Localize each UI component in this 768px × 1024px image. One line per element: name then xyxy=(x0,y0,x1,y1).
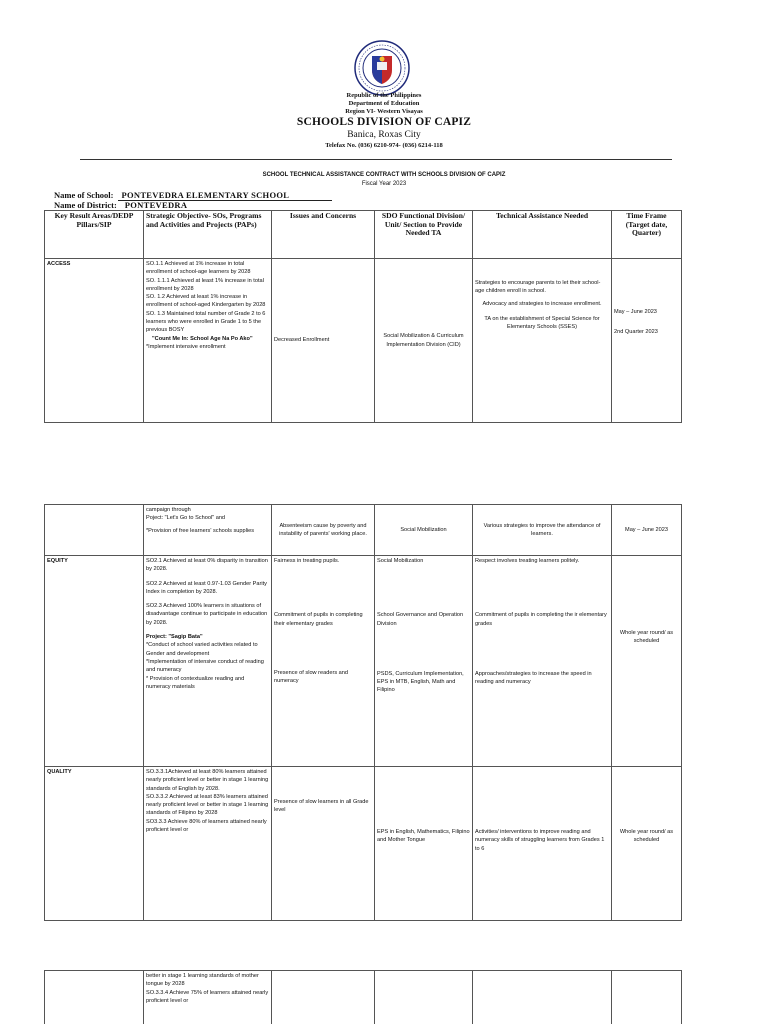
access-sdo: Social Mobilization & Curriculum Implementation Division (CID) xyxy=(375,259,473,423)
access-time: May – June 2023 2nd Quarter 2023 xyxy=(612,259,682,423)
access-cont-issue: Absenteeism cause by poverty and instability of parents' working place. xyxy=(272,505,375,556)
school-label: Name of School: xyxy=(54,190,114,200)
deped-seal-icon xyxy=(354,40,410,96)
access-issue: Decreased Enrollment xyxy=(272,259,375,423)
quality-time: Whole year round/ as scheduled xyxy=(612,767,682,921)
address-line: Banica, Roxas City xyxy=(347,130,421,140)
equity-sdo: Social Mobilization School Governance and Operation Division PSDS, Curriculum Implementation, EPS in MTB, English, Math and Filipino xyxy=(375,556,473,767)
quality-cont-issue xyxy=(272,971,375,1024)
table-row xyxy=(45,767,682,921)
document-title: SCHOOL TECHNICAL ASSISTANCE CONTRACT WITH SCHOOLS DIVISION OF CAPIZ xyxy=(262,172,506,178)
table-row xyxy=(45,505,682,556)
access-objectives: SO.1.1 Achieved at 1% increase in total enrollment of school-age learners by 2028 SO. 1.1.1 Achieved at least 1% increase in total enrollment by 2028 SO. 1.2 Achieved at least 1% increase in enrollment of school-aged Kindergarten by 2028 SO. 1.3 Maintained total number of Grade 2 to 6 learners who were enrolled in Grade 1 to 5 the previous BOSY "Count Me In: School Age Na Po Ako" *Implement intensive enrollment xyxy=(144,259,272,423)
ta-table-page-1 xyxy=(44,210,682,423)
area-equity: EQUITY xyxy=(45,556,144,767)
equity-objectives: SO2.1 Achieved at least 0% disparity in transition by 2028. SO2.2 Achieved at least 0.97-1.03 Gender Parity Index in completion by 2028. SO2.3 Achieved 100% learners in situations of disadvantage continue to participate in education by 2028. Project: "Sagip Bata" *Conduct of school varied activities related to Gender and development *Implementation of intensive conduct of reading and numeracy * Provision of contextualize reading and numeracy materials xyxy=(144,556,272,767)
table-row xyxy=(45,556,682,767)
header-divider xyxy=(80,159,672,160)
republic-line: Republic of the Philippines xyxy=(346,92,422,99)
ta-table-page-2 xyxy=(44,504,682,921)
area-quality: QUALITY xyxy=(45,767,144,921)
access-cont-objectives: campaign through Poject: "Let's Go to School" and *Provision of free learners' schools supplies xyxy=(144,505,272,556)
header-strategic-objective: Strategic Objective- SOs, Programs and Activities and Projects (PAPs) xyxy=(144,211,272,259)
fiscal-year: Fiscal Year 2023 xyxy=(361,181,407,187)
quality-issue: Presence of slow learners in all Grade level xyxy=(272,767,375,921)
quality-cont-objectives: better in stage 1 learning standards of mother tongue by 2028 SO.3.3.4 Achieve 75% of learners attained nearly proficient level or xyxy=(144,971,272,1024)
district-value: PONTEVEDRA xyxy=(121,200,241,211)
department-line: Department of Education xyxy=(348,100,420,107)
equity-time: Whole year round/ as scheduled xyxy=(612,556,682,767)
region-line: Region VI- Western Visayas xyxy=(345,108,423,115)
header-issues: Issues and Concerns xyxy=(272,211,375,259)
header-sdo: SDO Functional Division/ Unit/ Section to Provide Needed TA xyxy=(375,211,473,259)
table-header-row xyxy=(45,211,682,259)
access-cont-area xyxy=(45,505,144,556)
header-ta: Technical Assistance Needed xyxy=(473,211,612,259)
header-time-frame: Time Frame (Target date, Quarter) xyxy=(612,211,682,259)
division-title: SCHOOLS DIVISION OF CAPIZ xyxy=(296,116,472,128)
district-label: Name of District: xyxy=(54,200,117,210)
header-kra: Key Result Areas/DEDP Pillars/SIP xyxy=(45,211,144,259)
quality-cont-ta xyxy=(473,971,612,1024)
quality-sdo: EPS in English, Mathematics, Filipino and Mother Tongue xyxy=(375,767,473,921)
area-access: ACCESS xyxy=(45,259,144,423)
equity-issues: Fairness in treating pupils. Commitment of pupils in completing their elementary grades Presence of slow readers and numeracy xyxy=(272,556,375,767)
ta-table-page-3 xyxy=(44,970,682,1024)
access-cont-ta: Various strategies to improve the attendance of learners. xyxy=(473,505,612,556)
school-value: PONTEVEDRA ELEMENTARY SCHOOL xyxy=(118,190,332,201)
quality-cont-time xyxy=(612,971,682,1024)
table-row xyxy=(45,971,682,1024)
table-row xyxy=(45,259,682,423)
quality-cont-sdo xyxy=(375,971,473,1024)
telefax-line: Telefax No. (036) 6210-974- (036) 6214-118 xyxy=(325,142,443,149)
quality-objectives: SO.3.3.1Achieved at least 80% learners attained nearly proficient level or better in stage 1 learning standards of English by 2028. SO.3.3.2 Achieved at least 83% learners attained nearly proficient level or better in stage 1 learning standards of Filipino by 2028 SO3.3.3 Achieve 80% of learners attained nearly proficient level or xyxy=(144,767,272,921)
access-cont-sdo: Social Mobilization xyxy=(375,505,473,556)
quality-cont-area xyxy=(45,971,144,1024)
quality-ta: Activities/ interventions to improve reading and numeracy skills of struggling learners from Grades 1 to 6 xyxy=(473,767,612,921)
access-cont-time: May – June 2023 xyxy=(612,505,682,556)
equity-ta: Respect involves treating learners politely. Commitment of pupils in completing the ir elementary grades Approaches/strategies to increase the speed in reading and numeracy xyxy=(473,556,612,767)
access-ta: Strategies to encourage parents to let their school-age children enroll in school. Advocacy and strategies to increase enrollment. TA on the establishment of Special Science for Elementary Schools (SSES) xyxy=(473,259,612,423)
